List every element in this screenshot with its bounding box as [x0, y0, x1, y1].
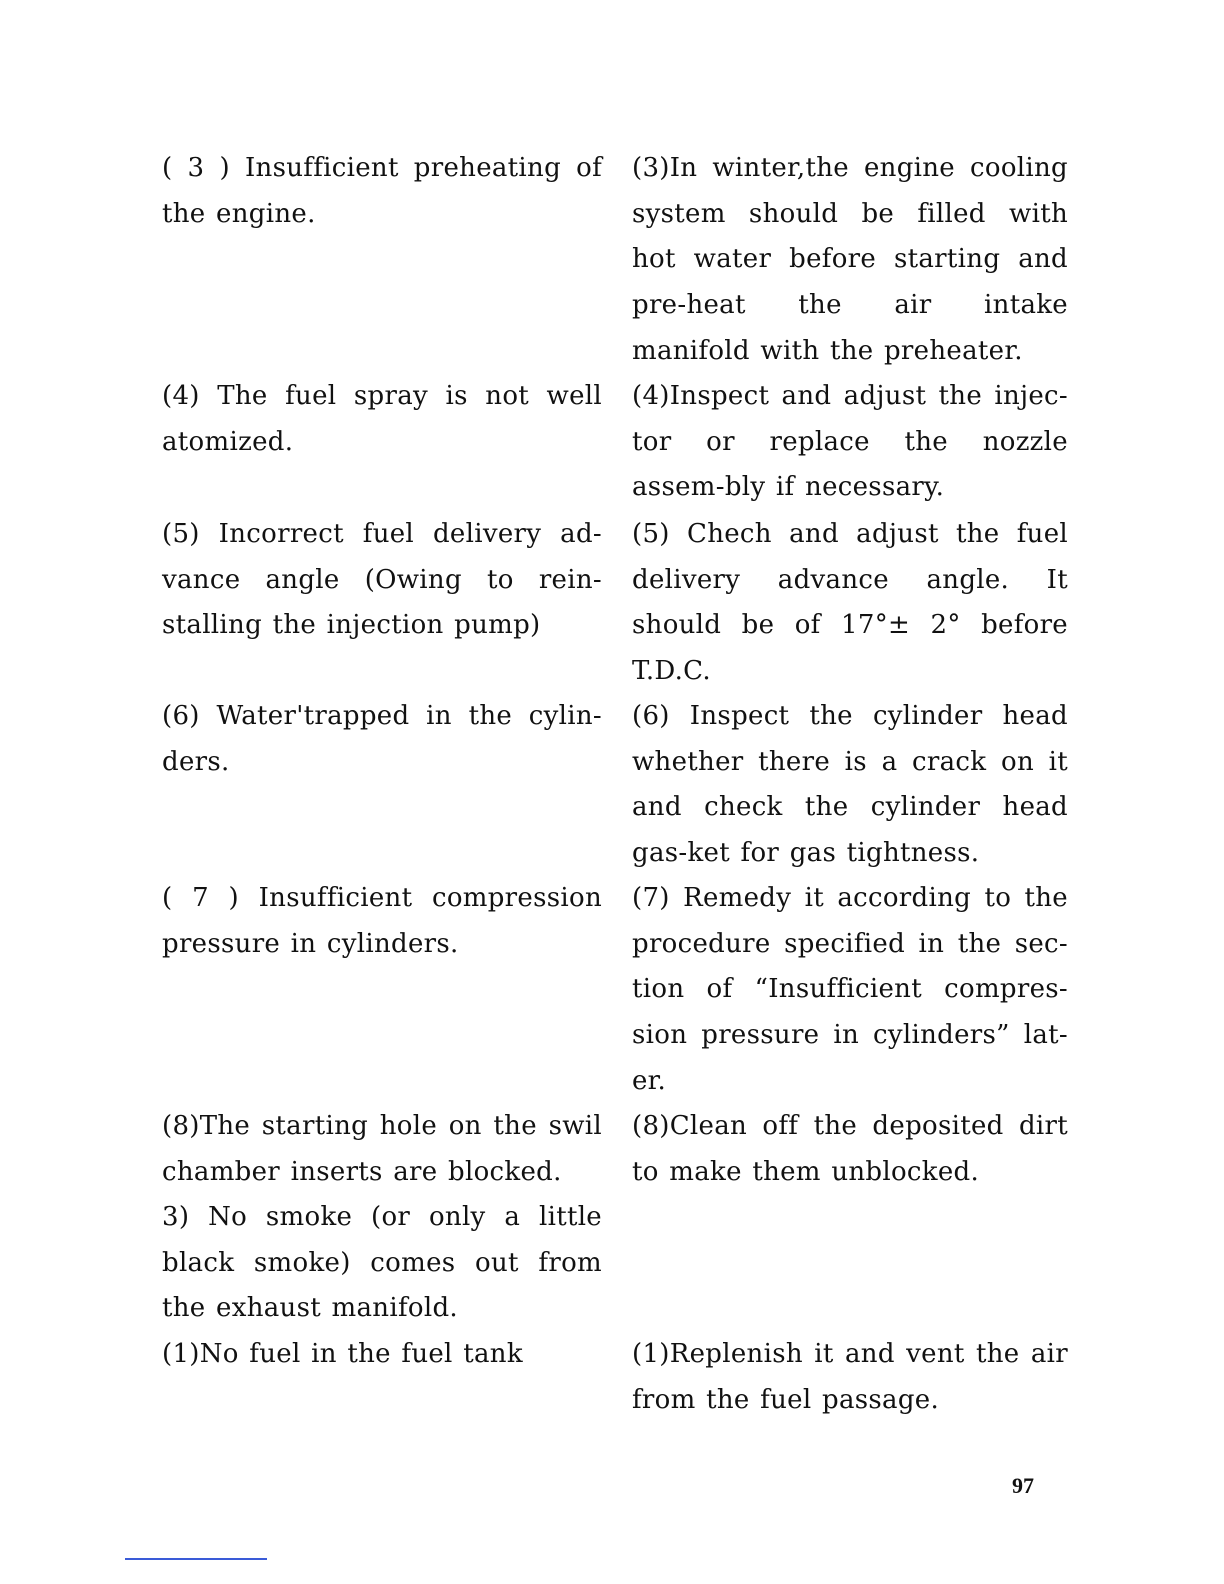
cause-7: ( 7 ) Insufficient compression pressure in cylinders.: [162, 883, 602, 959]
cause-8: (8)The starting hole on the swil chamber inserts are blocked.: [162, 1111, 602, 1187]
remedy-4: (4)Inspect and adjust the injec-tor or replace the nozzle assem-bly if necessary.: [632, 381, 1068, 503]
cause-6: (6) Water'trapped in the cylin-ders.: [162, 701, 602, 777]
cause-3: ( 3 ) Insufficient preheating of the engine.: [162, 153, 602, 229]
remedy-8: (8)Clean off the deposited dirt to make them unblocked.: [632, 1111, 1068, 1187]
remedy-3: (3)In winter,the engine cooling system should be filled with hot water before starting and pre-heat the air intake manifold with the preheater.: [632, 153, 1068, 366]
cause-5: (5) Incorrect fuel delivery ad-vance angle (Owing to rein-stalling the injection pump): [162, 519, 602, 641]
cause-4: (4) The fuel spray is not well atomized.: [162, 381, 602, 457]
remedy-7: (7) Remedy it according to the procedure specified in the sec-tion of “Insufficient compres-sion pressure in cylinders” lat-er.: [632, 883, 1068, 1096]
section-heading: 3) No smoke (or only a little black smoke) comes out from the exhaust manifold.: [162, 1202, 602, 1324]
remedy-6: (6) Inspect the cylinder head whether there is a crack on it and check the cylinder head gas-ket for gas tightness.: [632, 701, 1068, 869]
footnote-rule: [125, 1558, 267, 1560]
remedy-5: (5) Chech and adjust the fuel delivery advance angle. It should be of 17°± 2° before T.D.C.: [632, 519, 1068, 687]
page-number: 97: [1012, 1473, 1034, 1498]
cause-1: (1)No fuel in the fuel tank: [162, 1339, 523, 1369]
remedy-1: (1)Replenish it and vent the air from the fuel passage.: [632, 1339, 1068, 1415]
